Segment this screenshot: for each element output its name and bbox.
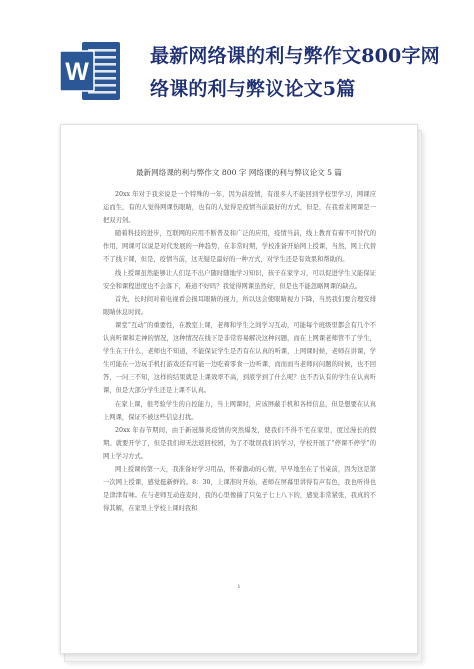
paragraph: 随着科技的进步，互联网的应用不断普及和广泛的应用，疫情当前，线上教育有着不可替代的作用，网课可以说是对代发展的一种趋势，在非常时期，学校准备开始网上授课，当然，网上代替不了线下课，但是，疫情当前，这无疑是最好的一种方式，对学生还是有效果和帮助的。 — [103, 230, 376, 264]
paragraph: 线上授课虽然能够让人们足不出户随时随地学习知识，孩子在家学习，可以促进学生又能保证安全和课程进度也不会落下，难道不好吗？我觉得网课虽然好，但是也不能忽略网课的缺点。 — [103, 269, 376, 290]
paragraph: 网上授课的第一天，我准备好学习用品，怀着激动的心情，早早地坐在了书桌前，因为这是第一次网上授课，感觉挺新鲜的。8：30，上课准时开始，老师在屏幕里讲得有声有色，我也听得也是津津有味。在与老师互动连麦时，我的心里像揣了只兔子七上八下的，感觉非常紧张，我真的不得其解，在家里上学校上课时我和 — [103, 465, 376, 513]
paragraph: 在家上课，很考验学生的自控能力，当上网课时，应该屏蔽手机和各样信息，但是想要在认真上网课，保证不被这些信息打扰。 — [103, 400, 376, 421]
paragraph: 课堂“互动”的重要性，在教室上课，老师和学生之间学习互动，可能每个班级里都会有几个不认真听课和走神的情况，这种情况在线下是非常容易解决这种问题，而在上网课老师管不了学生，学生在干什么，老师也不知道，不能保证学生是否有在认真的听课，上网课时候，老师在讲课，学生可能在一边玩手机打游戏还有可能一边吃着零食一边听课，而而而当老师问问题的时候，也不回答，一问三不知，这样的结果就是上课效率不高，到底学到了什么呢？也不否认有的学生在认真听课，但是大部分学生还是上课不认真。 — [103, 321, 376, 395]
document-body — [103, 188, 376, 515]
word-document-icon — [60, 40, 120, 102]
document-preview[interactable] — [60, 124, 416, 652]
document-title: 最新网络课的利与弊作文 800 字 网络课的利与弊议论文 5 篇 — [135, 168, 343, 177]
paragraph: 20xx 年对于我来说是一个特殊的一年，因为前疫情，有很多人不能回到学校里学习，网课应运而生，有的人觉得网课伤眼睛，也有的人觉得是疫情当前最好的方式，但是，在我看来网课是一把双刃剑。 — [103, 191, 376, 225]
paragraph: 首先，长时间对着电视看会损耳眼睛的视力，所以这会使眼睛视力下降，当然我们要合理安排眼睛休息时间。 — [103, 295, 376, 316]
svg-text:W: W — [65, 58, 89, 86]
paragraph: 20xx 年春节期间，由于新冠肺炎疫情的突然爆发，使我们不得不宅在家里，度过漫长的假期。就要开学了，但是我们却无法返回校园，为了不耽误我们的学习，学校开展了“停课不停学”的网上学习方式。 — [103, 426, 376, 460]
document-page — [60, 124, 418, 654]
page-number: 1 — [237, 584, 241, 590]
page-title: 最新网络课的利与弊作文800字网络课的利与弊议论文5篇 — [150, 45, 440, 100]
document-banner — [0, 0, 474, 118]
